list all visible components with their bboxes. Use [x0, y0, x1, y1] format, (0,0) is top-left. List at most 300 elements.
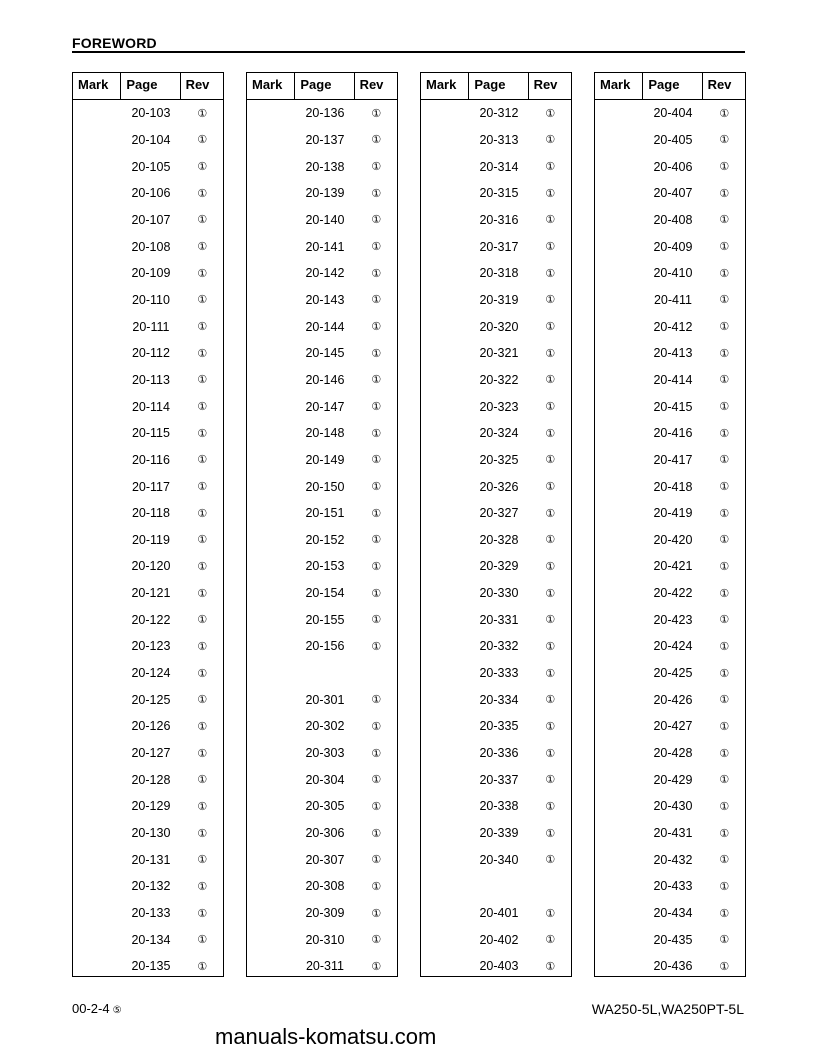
- table-row: [421, 367, 571, 394]
- rev-cell: ①: [197, 454, 208, 467]
- page-cell: 20-318: [479, 266, 519, 281]
- rev-cell: ①: [719, 640, 730, 653]
- rev-cell: ①: [545, 187, 556, 200]
- table-row: [73, 686, 223, 713]
- table-row: [247, 926, 397, 953]
- rev-cell: ①: [719, 800, 730, 813]
- rev-cell: ①: [545, 934, 556, 947]
- table-row: [421, 233, 571, 260]
- rev-cell: ①: [197, 481, 208, 494]
- revision-table: [246, 72, 398, 977]
- table-row: [421, 553, 571, 580]
- page-cell: 20-407: [653, 186, 693, 201]
- rev-cell: ①: [719, 880, 730, 893]
- rev-cell: ①: [545, 507, 556, 520]
- table-row: [247, 287, 397, 314]
- table-row: [595, 100, 745, 127]
- rev-cell: ①: [719, 107, 730, 120]
- page-cell: 20-409: [653, 239, 693, 254]
- table-row: [595, 447, 745, 474]
- rev-cell: ①: [197, 214, 208, 227]
- table-row: [421, 447, 571, 474]
- table-row: [73, 873, 223, 900]
- table-row: [421, 313, 571, 340]
- page-cell: 20-320: [479, 319, 519, 334]
- page-cell: 20-131: [131, 852, 171, 867]
- table-row: [247, 820, 397, 847]
- page-cell: 20-129: [131, 799, 171, 814]
- table-row: [247, 873, 397, 900]
- page-cell: 20-143: [305, 292, 345, 307]
- table-row: [247, 580, 397, 607]
- table-row: [247, 606, 397, 633]
- page-cell: 20-135: [131, 959, 171, 974]
- rev-cell: ①: [371, 827, 382, 840]
- table-row: [73, 606, 223, 633]
- rev-cell: ①: [197, 560, 208, 573]
- rev-cell: ①: [719, 747, 730, 760]
- table-row: [73, 713, 223, 740]
- rev-cell: ①: [371, 774, 382, 787]
- page-cell: 20-309: [305, 906, 345, 921]
- table-row: [73, 633, 223, 660]
- rev-cell: ①: [371, 560, 382, 573]
- table-row: [247, 740, 397, 767]
- table-row: [595, 287, 745, 314]
- table-row: [73, 846, 223, 873]
- table-row: [421, 793, 571, 820]
- page-cell: 20-427: [653, 719, 693, 734]
- table-row: [595, 153, 745, 180]
- page-cell: 20-108: [131, 239, 171, 254]
- rev-cell: ①: [719, 827, 730, 840]
- table-row: [421, 260, 571, 287]
- table-row: [247, 713, 397, 740]
- table-row: [247, 953, 397, 980]
- table-row: [595, 500, 745, 527]
- rev-cell: ①: [545, 960, 556, 973]
- page-cell: 20-411: [653, 292, 692, 307]
- page-cell: 20-311: [305, 959, 344, 974]
- rev-cell: ①: [545, 321, 556, 334]
- table-row: [595, 553, 745, 580]
- rev-cell: ①: [197, 107, 208, 120]
- page-cell: 20-428: [653, 746, 693, 761]
- page-cell: 20-150: [305, 479, 345, 494]
- page-cell: 20-317: [479, 239, 519, 254]
- page-cell: 20-306: [305, 826, 345, 841]
- table-row: [421, 660, 571, 687]
- column-header-mark: Mark: [252, 77, 283, 92]
- rev-cell: ①: [371, 960, 382, 973]
- rev-cell: ①: [197, 347, 208, 360]
- table-row: [247, 367, 397, 394]
- rev-cell: ①: [719, 134, 730, 147]
- table-row: [421, 633, 571, 660]
- rev-cell: ①: [545, 241, 556, 254]
- table-row: [73, 180, 223, 207]
- rev-cell: ①: [719, 321, 730, 334]
- header-rule: [72, 51, 745, 53]
- page-cell: 20-413: [653, 346, 693, 361]
- rev-cell: ①: [197, 720, 208, 733]
- table-row: [247, 420, 397, 447]
- rev-cell: ①: [371, 214, 382, 227]
- page-cell: 20-149: [305, 452, 345, 467]
- rev-cell: ①: [719, 960, 730, 973]
- page-cell: 20-153: [305, 559, 345, 574]
- page-cell: 20-421: [653, 559, 693, 574]
- rev-cell: ①: [545, 107, 556, 120]
- page-cell: 20-125: [131, 692, 171, 707]
- rev-cell: ①: [545, 747, 556, 760]
- table-row: [595, 606, 745, 633]
- rev-cell: ①: [371, 427, 382, 440]
- page-cell: 20-132: [131, 879, 171, 894]
- table-row: [421, 340, 571, 367]
- rev-cell: ①: [197, 267, 208, 280]
- column-header-page: Page: [120, 73, 179, 99]
- rev-cell: ①: [545, 614, 556, 627]
- page-cell: 20-436: [653, 959, 693, 974]
- page-cell: 20-111: [132, 319, 170, 334]
- table-row: [595, 127, 745, 154]
- page-cell: 20-321: [479, 346, 519, 361]
- page-cell: 20-123: [131, 639, 171, 654]
- rev-cell: ①: [719, 374, 730, 387]
- table-row: [247, 660, 397, 687]
- table-row: [247, 686, 397, 713]
- column-header-mark: Mark: [426, 77, 457, 92]
- table-row: [73, 313, 223, 340]
- page-cell: 20-107: [131, 212, 171, 227]
- page-cell: 20-315: [479, 186, 519, 201]
- page-cell: 20-328: [479, 532, 519, 547]
- table-row: [247, 500, 397, 527]
- rev-cell: ①: [719, 267, 730, 280]
- table-row: [247, 846, 397, 873]
- table-row: [421, 846, 571, 873]
- page-cell: 20-334: [479, 692, 519, 707]
- rev-cell: ①: [371, 187, 382, 200]
- table-row: [421, 740, 571, 767]
- rev-cell: ①: [545, 587, 556, 600]
- rev-cell: ①: [197, 907, 208, 920]
- page-cell: 20-302: [305, 719, 345, 734]
- table-row: [421, 207, 571, 234]
- rev-cell: ①: [371, 294, 382, 307]
- page-cell: 20-141: [305, 239, 345, 254]
- table-row: [421, 153, 571, 180]
- rev-cell: ①: [197, 934, 208, 947]
- page-cell: 20-422: [653, 586, 693, 601]
- page-cell: 20-142: [305, 266, 345, 281]
- rev-cell: ①: [371, 934, 382, 947]
- page-cell: 20-155: [305, 612, 345, 627]
- table-row: [247, 127, 397, 154]
- page-cell: 20-310: [305, 932, 345, 947]
- table-row: [421, 900, 571, 927]
- table-row: [421, 766, 571, 793]
- rev-cell: ①: [719, 774, 730, 787]
- table-row: [247, 766, 397, 793]
- rev-cell: ①: [197, 161, 208, 174]
- table-row: [595, 713, 745, 740]
- page-cell: 20-333: [479, 666, 519, 681]
- rev-cell: ①: [371, 880, 382, 893]
- rev-cell: ①: [197, 747, 208, 760]
- rev-cell: ①: [371, 321, 382, 334]
- page-cell: 20-405: [653, 132, 693, 147]
- footer-model: WA250-5L,WA250PT-5L: [591, 1001, 744, 1017]
- page-cell: 20-146: [305, 372, 345, 387]
- page-cell: 20-430: [653, 799, 693, 814]
- table-row: [73, 100, 223, 127]
- table-row: [247, 260, 397, 287]
- rev-cell: ①: [371, 347, 382, 360]
- page-cell: 20-147: [305, 399, 345, 414]
- page-cell: 20-122: [131, 612, 171, 627]
- page-cell: 20-434: [653, 906, 693, 921]
- rev-cell: ①: [719, 614, 730, 627]
- table-row: [595, 420, 745, 447]
- table-row: [247, 313, 397, 340]
- page-cell: 20-417: [653, 452, 693, 467]
- rev-cell: ①: [719, 534, 730, 547]
- table-row: [595, 633, 745, 660]
- rev-cell: ①: [371, 907, 382, 920]
- table-row: [421, 580, 571, 607]
- rev-cell: ①: [371, 640, 382, 653]
- page-cell: 20-115: [131, 426, 170, 441]
- table-row: [73, 233, 223, 260]
- rev-cell: ①: [371, 134, 382, 147]
- rev-cell: ①: [197, 587, 208, 600]
- rev-cell: ①: [719, 187, 730, 200]
- page-number: 00-2-4: [72, 1001, 110, 1016]
- rev-cell: ①: [197, 134, 208, 147]
- rev-cell: ①: [719, 667, 730, 680]
- table-row: [595, 367, 745, 394]
- rev-cell: ①: [545, 374, 556, 387]
- table-row: [247, 447, 397, 474]
- rev-cell: ①: [545, 800, 556, 813]
- table-header: [247, 73, 397, 100]
- rev-cell: ①: [197, 534, 208, 547]
- rev-cell: ①: [197, 880, 208, 893]
- table-row: [73, 260, 223, 287]
- page-cell: 20-148: [305, 426, 345, 441]
- rev-cell: ①: [197, 507, 208, 520]
- rev-cell: ①: [197, 187, 208, 200]
- page-cell: 20-337: [479, 772, 519, 787]
- page-cell: 20-113: [131, 372, 170, 387]
- rev-cell: ①: [197, 614, 208, 627]
- table-row: [73, 340, 223, 367]
- rev-cell: ①: [719, 481, 730, 494]
- rev-cell: ①: [719, 854, 730, 867]
- page-cell: 20-338: [479, 799, 519, 814]
- rev-cell: ①: [197, 640, 208, 653]
- table-row: [421, 820, 571, 847]
- page-cell: 20-301: [305, 692, 345, 707]
- table-row: [421, 180, 571, 207]
- table-row: [73, 553, 223, 580]
- page-cell: 20-416: [653, 426, 693, 441]
- table-row: [595, 766, 745, 793]
- table-row: [595, 340, 745, 367]
- page-cell: 20-410: [653, 266, 693, 281]
- table-header: [595, 73, 745, 100]
- table-row: [595, 953, 745, 980]
- rev-cell: ①: [719, 694, 730, 707]
- table-row: [247, 180, 397, 207]
- rev-cell: ①: [719, 161, 730, 174]
- rev-cell: ①: [545, 827, 556, 840]
- table-row: [595, 873, 745, 900]
- table-row: [73, 660, 223, 687]
- table-row: [73, 793, 223, 820]
- rev-cell: ①: [371, 374, 382, 387]
- rev-cell: ①: [371, 747, 382, 760]
- page-cell: 20-156: [305, 639, 345, 654]
- table-row: [247, 233, 397, 260]
- table-row: [73, 953, 223, 980]
- table-row: [595, 233, 745, 260]
- page-cell: 20-110: [131, 292, 170, 307]
- table-row: [421, 420, 571, 447]
- table-row: [73, 740, 223, 767]
- table-row: [73, 420, 223, 447]
- table-row: [595, 846, 745, 873]
- page-cell: 20-424: [653, 639, 693, 654]
- page-cell: 20-401: [479, 906, 519, 921]
- rev-cell: ①: [197, 667, 208, 680]
- page-cell: 20-104: [131, 132, 171, 147]
- table-row: [595, 207, 745, 234]
- rev-cell: ①: [371, 854, 382, 867]
- rev-cell: ①: [719, 587, 730, 600]
- rev-cell: ①: [719, 454, 730, 467]
- table-row: [421, 473, 571, 500]
- page-cell: 20-133: [131, 906, 171, 921]
- page-cell: 20-116: [131, 452, 170, 467]
- page-cell: 20-305: [305, 799, 345, 814]
- page-cell: 20-329: [479, 559, 519, 574]
- table-row: [73, 580, 223, 607]
- rev-cell: ①: [719, 934, 730, 947]
- page-cell: 20-331: [479, 612, 519, 627]
- page-cell: 20-414: [653, 372, 693, 387]
- rev-cell: ①: [719, 294, 730, 307]
- rev-cell: ①: [197, 294, 208, 307]
- table-header: [421, 73, 571, 100]
- page-cell: 20-423: [653, 612, 693, 627]
- page-cell: 20-120: [131, 559, 171, 574]
- page-cell: 20-314: [479, 159, 519, 174]
- table-row: [247, 553, 397, 580]
- page-cell: 20-127: [131, 746, 171, 761]
- page-cell: 20-105: [131, 159, 171, 174]
- table-row: [73, 527, 223, 554]
- page-cell: 20-431: [653, 826, 693, 841]
- table-row: [595, 926, 745, 953]
- table-row: [421, 926, 571, 953]
- table-row: [73, 820, 223, 847]
- revision-table: [594, 72, 746, 977]
- table-row: [73, 393, 223, 420]
- table-row: [421, 686, 571, 713]
- rev-cell: ①: [197, 241, 208, 254]
- page-cell: 20-138: [305, 159, 345, 174]
- table-row: [595, 793, 745, 820]
- page-cell: 20-412: [653, 319, 693, 334]
- table-row: [73, 766, 223, 793]
- page-cell: 20-103: [131, 106, 171, 121]
- table-row: [73, 926, 223, 953]
- table-row: [73, 367, 223, 394]
- rev-cell: ①: [545, 667, 556, 680]
- page-cell: 20-117: [131, 479, 170, 494]
- page-cell: 20-151: [305, 506, 345, 521]
- page-cell: 20-316: [479, 212, 519, 227]
- page-cell: 20-330: [479, 586, 519, 601]
- page-cell: 20-140: [305, 212, 345, 227]
- page-title: FOREWORD: [72, 35, 157, 51]
- column-header-rev: Rev: [180, 73, 223, 99]
- table-row: [421, 873, 571, 900]
- table-row: [247, 100, 397, 127]
- table-row: [595, 740, 745, 767]
- page-cell: 20-114: [131, 399, 170, 414]
- page-cell: 20-335: [479, 719, 519, 734]
- table-row: [595, 660, 745, 687]
- page-cell: 20-121: [131, 586, 171, 601]
- page-cell: 20-130: [131, 826, 171, 841]
- table-row: [421, 100, 571, 127]
- column-header-page: Page: [294, 73, 353, 99]
- table-row: [595, 900, 745, 927]
- rev-cell: ①: [545, 534, 556, 547]
- page-cell: 20-313: [479, 132, 519, 147]
- page-cell: 20-154: [305, 586, 345, 601]
- rev-cell: ①: [545, 401, 556, 414]
- rev-cell: ①: [545, 134, 556, 147]
- table-row: [73, 500, 223, 527]
- rev-cell: ①: [197, 427, 208, 440]
- rev-cell: ①: [197, 694, 208, 707]
- page-cell: 20-404: [653, 106, 693, 121]
- page-cell: 20-319: [479, 292, 519, 307]
- page-cell: 20-325: [479, 452, 519, 467]
- rev-cell: ①: [719, 560, 730, 573]
- column-header-page: Page: [468, 73, 527, 99]
- table-row: [595, 686, 745, 713]
- table-row: [247, 153, 397, 180]
- rev-cell: ①: [545, 161, 556, 174]
- table-row: [247, 207, 397, 234]
- table-row: [595, 580, 745, 607]
- rev-cell: ①: [197, 800, 208, 813]
- table-row: [595, 820, 745, 847]
- page-cell: 20-136: [305, 106, 345, 121]
- page-cell: 20-332: [479, 639, 519, 654]
- page-cell: 20-128: [131, 772, 171, 787]
- rev-cell: ①: [719, 720, 730, 733]
- page-cell: 20-415: [653, 399, 693, 414]
- rev-cell: ①: [371, 587, 382, 600]
- column-header-mark: Mark: [600, 77, 631, 92]
